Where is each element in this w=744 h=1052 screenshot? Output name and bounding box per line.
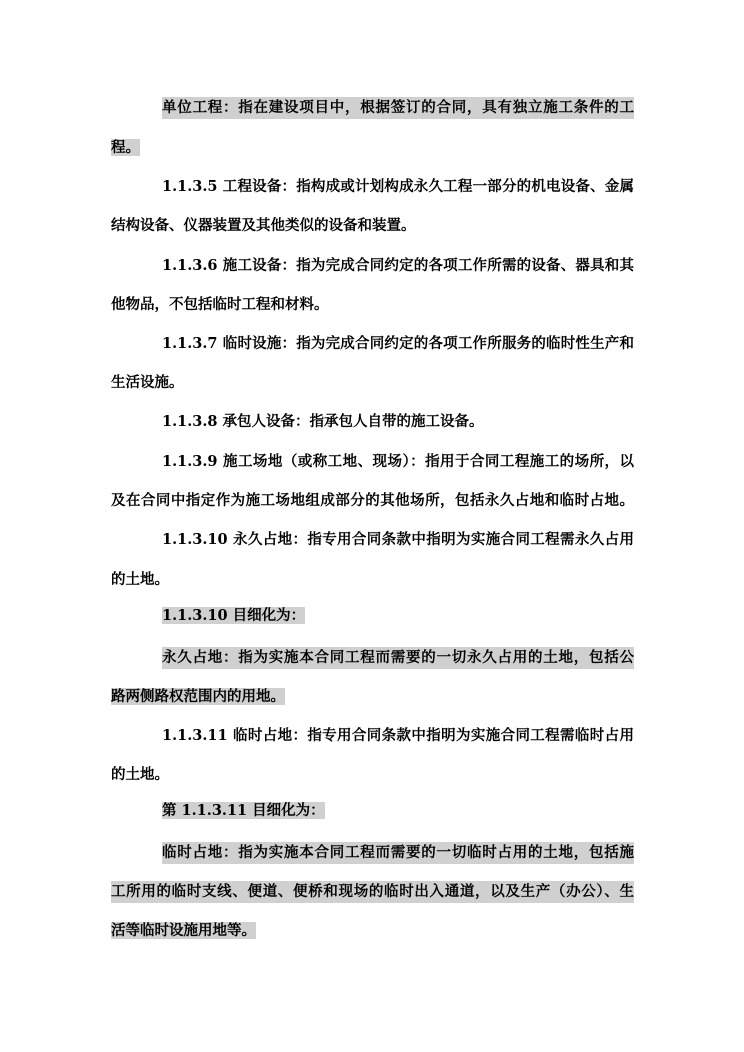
clause-1-1-3-9-line-1: 1.1.3.9 施工场地（或称工地、现场）：指用于合同工程施工的场所，以 — [162, 453, 634, 470]
temporary-land-definition-line-3: 活等临时设施用地等。 — [111, 922, 256, 939]
clause-1-1-3-10-refinement-heading: 1.1.3.10 目细化为： — [162, 607, 306, 624]
clause-1-1-3-11-line-1: 1.1.3.11 临时占地：指专用合同条款中指明为实施合同工程需临时占用 — [162, 727, 634, 744]
clause-1-1-3-7-line-2: 生活设施。 — [111, 374, 184, 391]
clause-1-1-3-8-line-1: 1.1.3.8 承包人设备：指承包人自带的施工设备。 — [162, 413, 484, 430]
clause-1-1-3-7-line-1: 1.1.3.7 临时设施：指为完成合同约定的各项工作所服务的临时性生产和 — [162, 335, 634, 352]
clause-1-1-3-10-line-2: 的土地。 — [111, 571, 169, 588]
clause-1-1-3-11-refinement-heading: 第 1.1.3.11 目细化为： — [162, 802, 325, 819]
clause-1-1-3-10-line-1: 1.1.3.10 永久占地：指专用合同条款中指明为实施合同工程需永久占用 — [162, 531, 634, 548]
clause-1-1-3-9-line-2: 及在合同中指定作为施工场地组成部分的其他场所，包括永久占地和临时占地。 — [111, 492, 634, 509]
paragraph-unit-project-line-2: 程。 — [111, 139, 140, 156]
temporary-land-definition-line-2: 工所用的临时支线、便道、便桥和现场的临时出入通道，以及生产（办公）、生 — [111, 881, 634, 903]
clause-1-1-3-5-line-1: 1.1.3.5 工程设备：指构成或计划构成永久工程一部分的机电设备、金属 — [162, 178, 634, 195]
clause-1-1-3-11-line-2: 的土地。 — [111, 766, 169, 783]
permanent-land-definition-line-1: 永久占地：指为实施本合同工程而需要的一切永久占用的土地，包括公 — [162, 647, 634, 669]
paragraph-unit-project-line-1: 单位工程：指在建设项目中，根据签订的合同，具有独立施工条件的工 — [162, 97, 634, 119]
temporary-land-definition-line-1: 临时占地：指为实施本合同工程而需要的一切临时占用的土地，包括施 — [162, 842, 634, 864]
clause-1-1-3-6-line-1: 1.1.3.6 施工设备：指为完成合同约定的各项工作所需的设备、器具和其 — [162, 257, 634, 274]
clause-1-1-3-6-line-2: 他物品，不包括临时工程和材料。 — [111, 296, 329, 313]
clause-1-1-3-5-line-2: 结构设备、仪器装置及其他类似的设备和装置。 — [111, 217, 416, 234]
permanent-land-definition-line-2: 路两侧路权范围内的用地。 — [111, 688, 285, 705]
